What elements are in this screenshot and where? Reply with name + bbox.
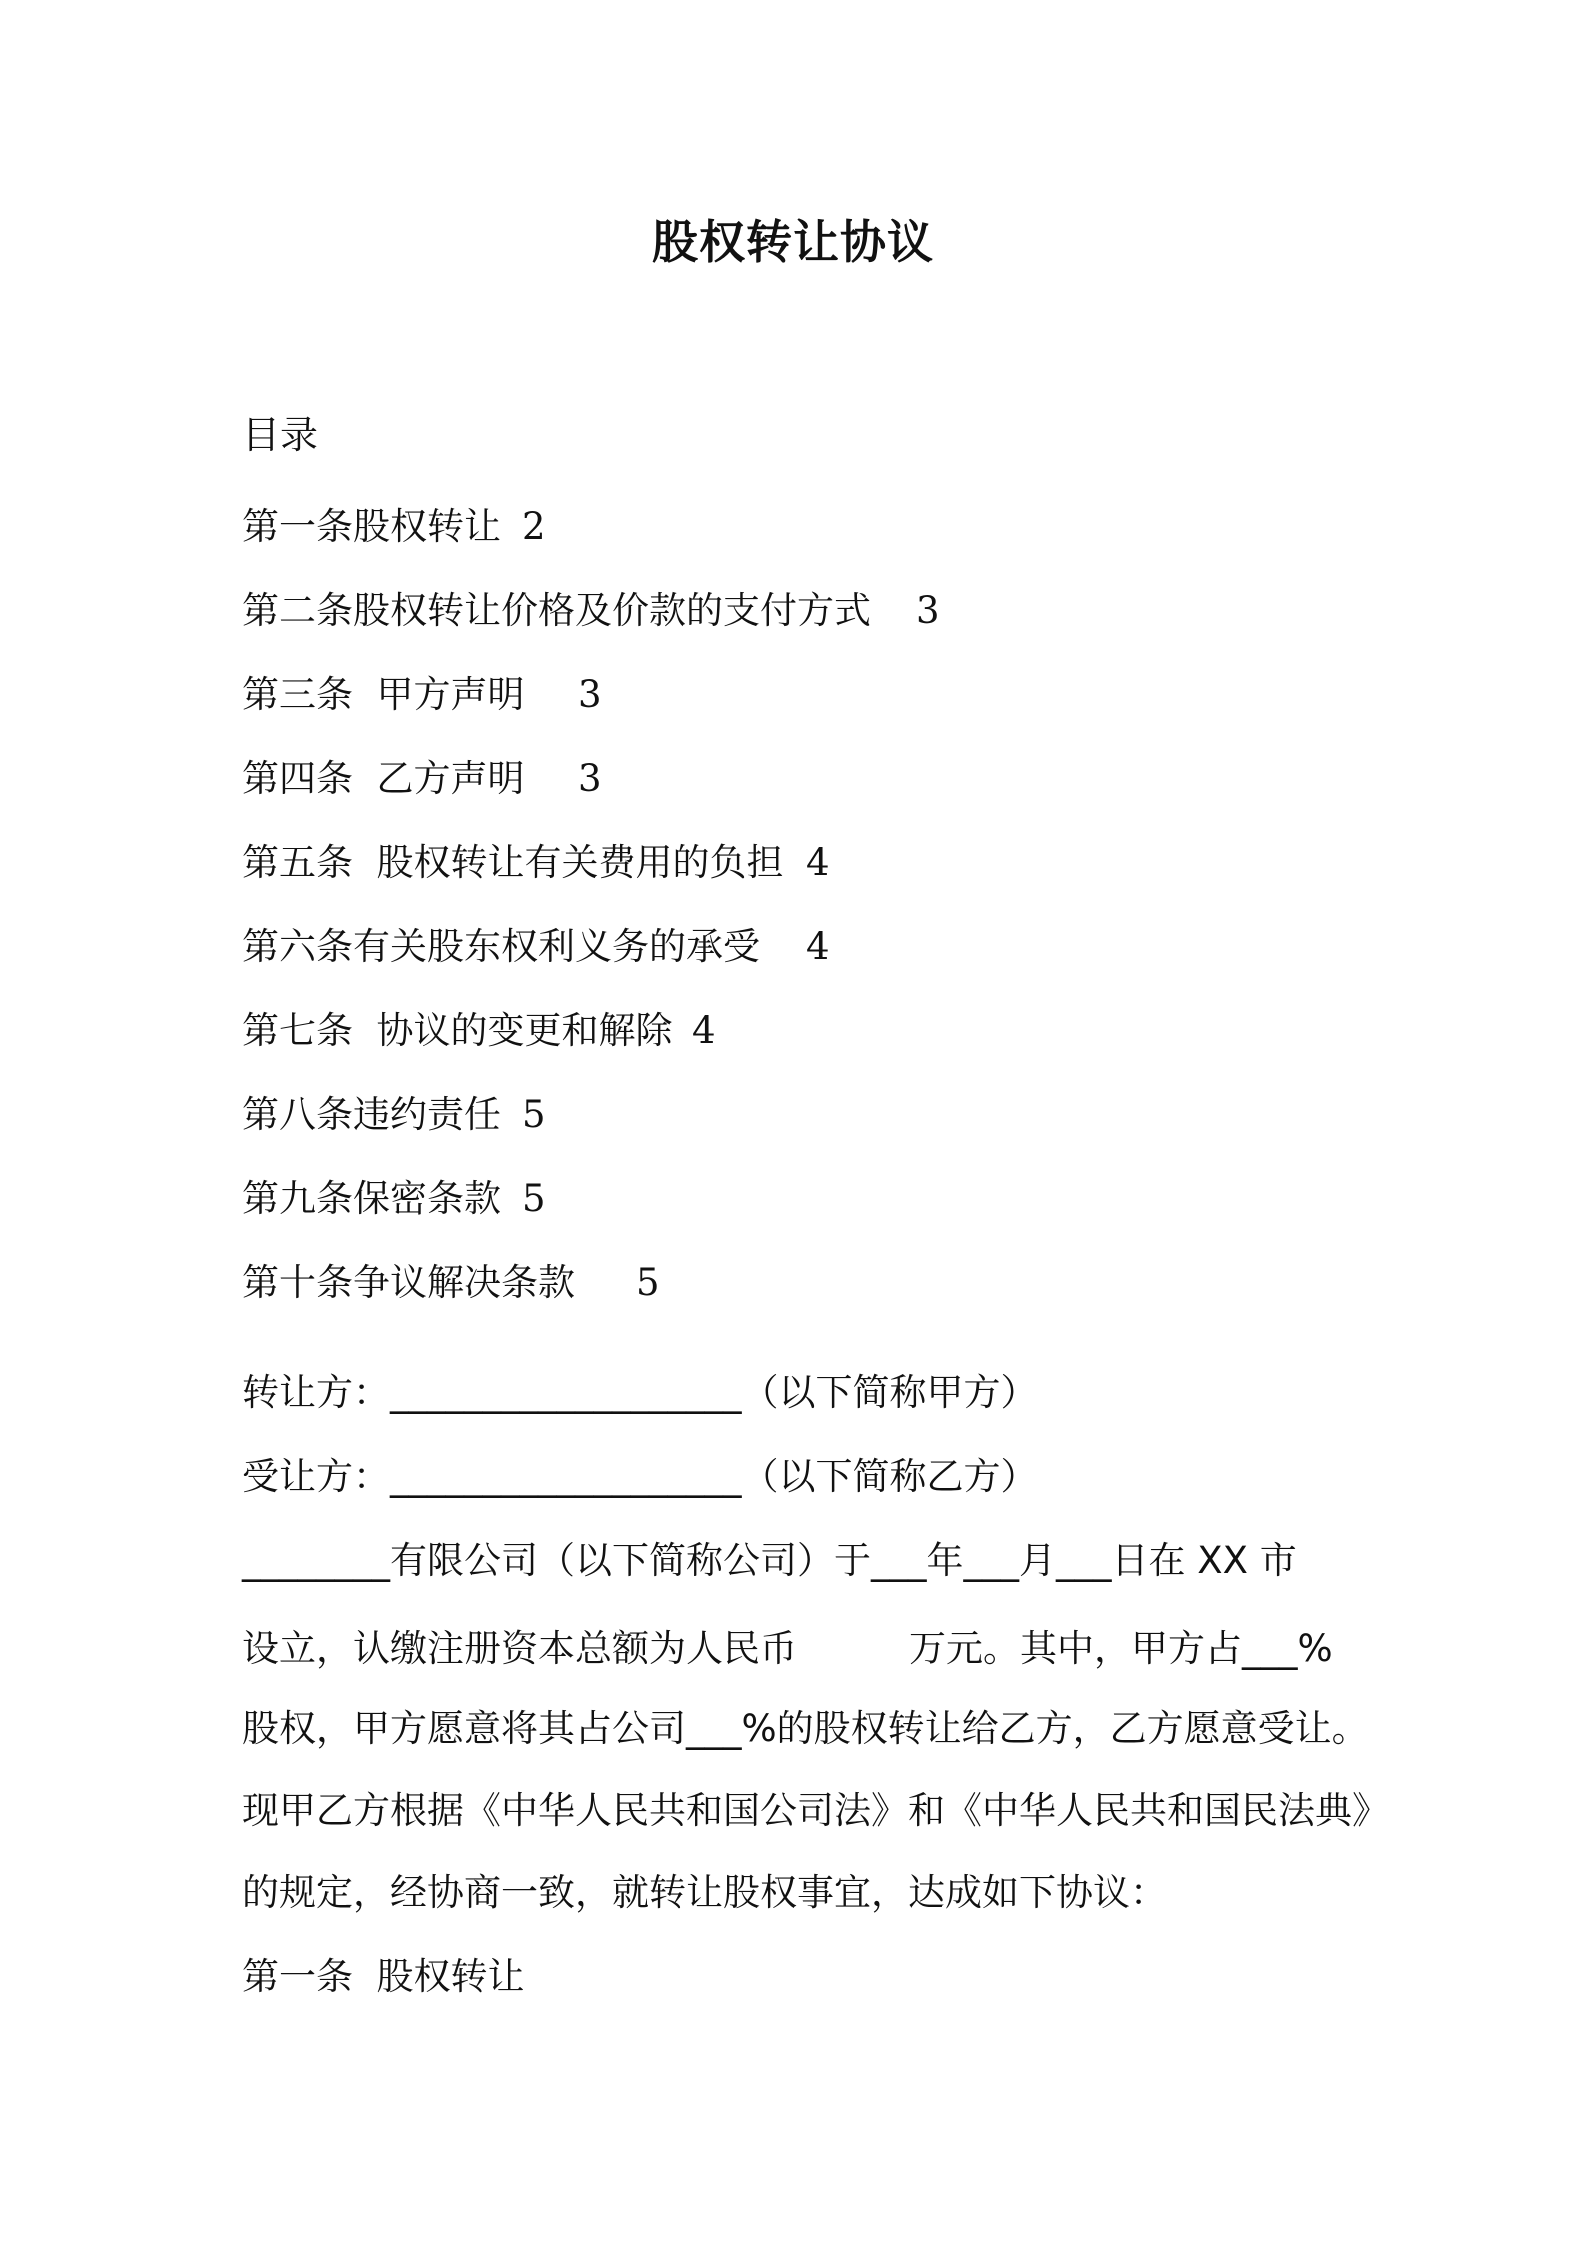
body-line-5: 的规定，经协商一致，就转让股权事宜，达成如下协议： [242,1871,1167,1914]
body-line-1: ________有限公司（以下简称公司）于___年___月___日在 XX 市 [242,1539,1297,1582]
toc-page-number: 3 [916,589,940,632]
body-line-2 [242,1624,1333,1674]
toc-item: 第四条 乙方声明 [242,757,525,800]
toc-item: 第八条违约责任 [242,1093,501,1136]
toc-item: 第三条 甲方声明 [242,673,525,716]
toc-page-number: 3 [578,673,602,716]
body-line-4: 现甲乙方根据《中华人民共和国公司法》和《中华人民共和国民法典》 [242,1789,1389,1832]
toc-page-number: 5 [636,1261,660,1304]
toc-page-number: 4 [692,1009,716,1052]
body-line-2-start: 设立，认缴注册资本总额为人民币 [242,1627,797,1670]
toc-page-number: 3 [578,757,602,800]
toc-item: 第十条争议解决条款 [242,1261,575,1304]
document-title: 股权转让协议 [652,215,934,269]
toc-heading: 目录 [242,413,319,457]
toc-page-number: 5 [522,1177,546,1220]
toc-item: 第六条有关股东权利义务的承受 [242,925,760,968]
toc-page-number: 2 [522,505,546,548]
toc-item: 第九条保密条款 [242,1177,501,1220]
toc-item: 第七条 协议的变更和解除 [242,1009,673,1052]
toc-page-number: 5 [522,1093,546,1136]
body-line-3: 股权，甲方愿意将其占公司___%的股权转让给乙方，乙方愿意受让。 [242,1707,1369,1750]
toc-item: 第五条 股权转让有关费用的负担 [242,841,784,884]
toc-page-number: 4 [806,925,830,968]
toc-page-number: 4 [806,841,830,884]
section-1-heading: 第一条 股权转让 [242,1955,525,1998]
toc-item: 第二条股权转让价格及价款的支付方式 [242,589,871,632]
body-line-2-end: 万元。其中，甲方占___% [909,1627,1333,1670]
transferee-line: 受让方：___________________（以下简称乙方） [242,1455,1038,1498]
toc-item: 第一条股权转让 [242,505,501,548]
transferor-line: 转让方：___________________（以下简称甲方） [242,1371,1038,1414]
